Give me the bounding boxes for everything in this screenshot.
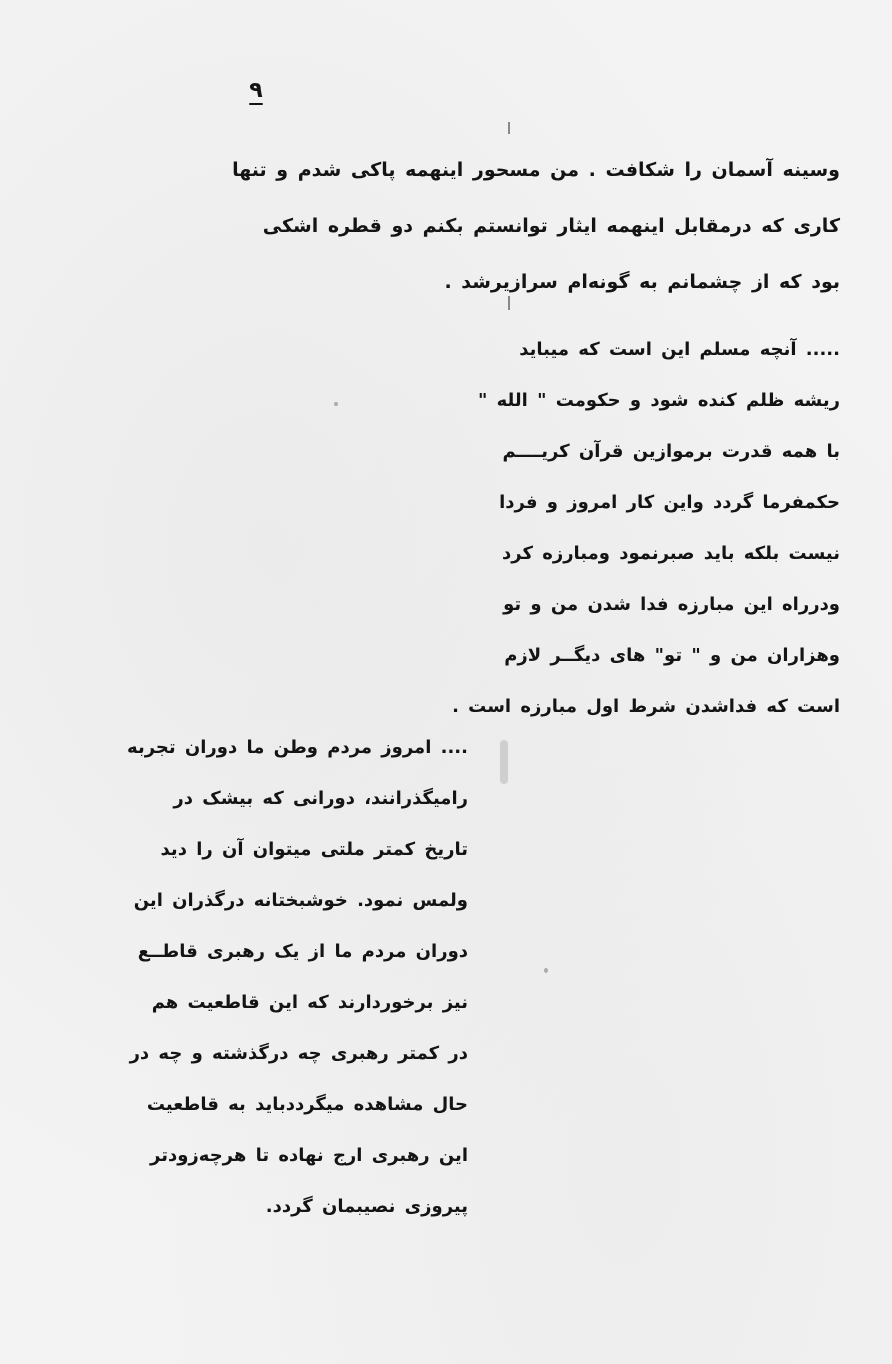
paper-speck bbox=[334, 402, 338, 406]
quote-block-left bbox=[58, 722, 468, 1232]
text-line: در کمتر رهبری چه درگذشته و چه در bbox=[129, 1043, 468, 1064]
paper-speck bbox=[544, 968, 548, 973]
text-line: حکمفرما گردد واین کار امروز و فردا bbox=[499, 492, 840, 513]
text-line: ودرراه این مبارزه فدا شدن من و تو bbox=[503, 594, 840, 615]
quote-block-right bbox=[420, 324, 840, 732]
text-line: این رهبری ارج نهاده تا هرچه‌زودتر bbox=[150, 1145, 468, 1166]
text-line: وسینه آسمان را شکافت . من مسحور اینهمه پاکی شدم و تنها bbox=[232, 159, 840, 181]
text-line: ولمس نمود. خوشبختانه درگذران این bbox=[133, 890, 468, 911]
page-number: ۹ bbox=[249, 78, 263, 103]
text-line: با همه قدرت برموازین قرآن کریــــم bbox=[502, 441, 840, 462]
text-line: ریشه ظلم کنده شود و حکومت " الله " bbox=[477, 390, 840, 411]
text-line: نیست بلکه باید صبرنمود ومبارزه کرد bbox=[502, 543, 840, 564]
text-line: کاری که درمقابل اینهمه ایثار توانستم بکنم دو قطره اشکی bbox=[262, 215, 840, 237]
text-line: دوران مردم ما از یک رهبری قاطــع bbox=[137, 941, 468, 962]
text-line: .... امروز مردم وطن ما دوران تجربه bbox=[127, 737, 468, 758]
text-line: نیز برخوردارند که این قاطعیت هم bbox=[151, 992, 468, 1013]
text-line: است که فداشدن شرط اول مبارزه است . bbox=[452, 696, 840, 717]
text-line: حال مشاهده میگرددباید به قاطعیت bbox=[146, 1094, 468, 1115]
text-line: ..... آنچه مسلم این است که میباید bbox=[519, 339, 840, 360]
paper-stain bbox=[500, 740, 508, 784]
fold-mark bbox=[508, 122, 510, 134]
text-line: پیروزی نصیبمان گردد. bbox=[265, 1196, 468, 1217]
text-line: رامیگذرانند، دورانی که بیشک در bbox=[173, 788, 468, 809]
text-line: وهزاران من و " تو" های دیگــر لازم bbox=[504, 645, 840, 666]
paragraph-top bbox=[140, 142, 840, 310]
text-line: بود که از چشمانم به گونه‌ام سرازیرشد . bbox=[444, 271, 840, 293]
text-line: تاریخ کمتر ملتی میتوان آن را دید bbox=[160, 839, 468, 860]
